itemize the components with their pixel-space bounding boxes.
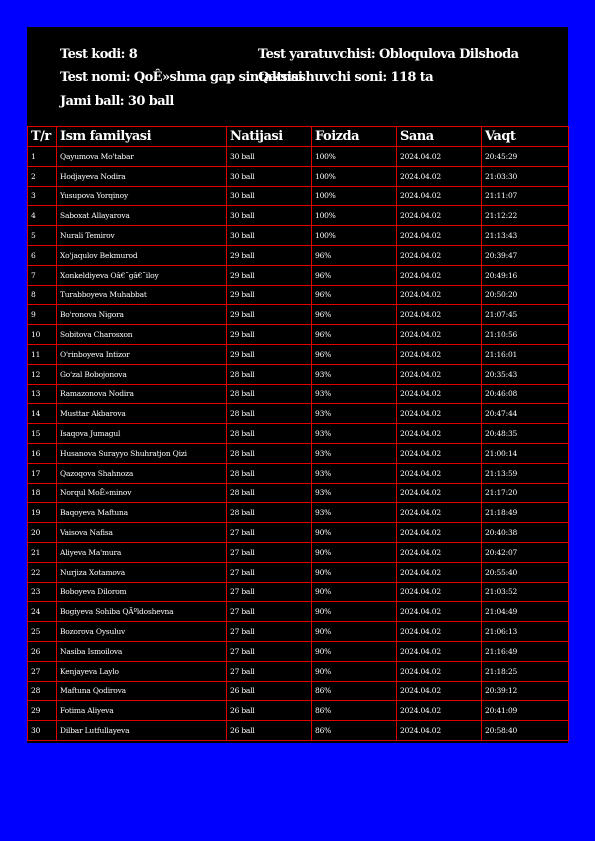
- row-number: 5: [28, 226, 57, 246]
- time: 20:47:44: [482, 404, 569, 424]
- column-header-date: Sana: [397, 127, 482, 147]
- date: 2024.04.02: [397, 582, 482, 602]
- row-number: 22: [28, 562, 57, 582]
- row-number: 12: [28, 364, 57, 384]
- score: 27 ball: [227, 622, 312, 642]
- date: 2024.04.02: [397, 463, 482, 483]
- row-number: 30: [28, 721, 57, 741]
- table-row: [28, 701, 569, 721]
- table-row: [28, 542, 569, 562]
- participant-name: Fotima Aliyeva: [57, 701, 227, 721]
- date: 2024.04.02: [397, 641, 482, 661]
- time: 21:12:22: [482, 206, 569, 226]
- date: 2024.04.02: [397, 622, 482, 642]
- table-row: [28, 186, 569, 206]
- table-row: [28, 404, 569, 424]
- percentage: 90%: [312, 562, 397, 582]
- participant-name: Boboyeva Dilorom: [57, 582, 227, 602]
- score: 29 ball: [227, 325, 312, 345]
- percentage: 93%: [312, 503, 397, 523]
- time: 20:45:29: [482, 147, 569, 167]
- time: 21:00:14: [482, 443, 569, 463]
- score: 30 ball: [227, 226, 312, 246]
- time: 21:06:13: [482, 622, 569, 642]
- row-number: 18: [28, 483, 57, 503]
- participant-name: Xo'jaqulov Bekmurod: [57, 245, 227, 265]
- table-row: [28, 206, 569, 226]
- date: 2024.04.02: [397, 661, 482, 681]
- row-number: 24: [28, 602, 57, 622]
- time: 20:35:43: [482, 364, 569, 384]
- time: 20:39:12: [482, 681, 569, 701]
- row-number: 15: [28, 424, 57, 444]
- score: 29 ball: [227, 285, 312, 305]
- date: 2024.04.02: [397, 325, 482, 345]
- table-row: [28, 364, 569, 384]
- table-row: [28, 265, 569, 285]
- date: 2024.04.02: [397, 364, 482, 384]
- percentage: 100%: [312, 206, 397, 226]
- score: 28 ball: [227, 463, 312, 483]
- percentage: 86%: [312, 701, 397, 721]
- table-row: [28, 166, 569, 186]
- date: 2024.04.02: [397, 424, 482, 444]
- percentage: 86%: [312, 721, 397, 741]
- percentage: 90%: [312, 602, 397, 622]
- score: 26 ball: [227, 701, 312, 721]
- row-number: 28: [28, 681, 57, 701]
- time: 21:13:43: [482, 226, 569, 246]
- row-number: 23: [28, 582, 57, 602]
- table-row: [28, 463, 569, 483]
- test-code: Test kodi: 8: [60, 47, 138, 62]
- table-row: [28, 562, 569, 582]
- percentage: 100%: [312, 147, 397, 167]
- row-number: 8: [28, 285, 57, 305]
- table-row: [28, 523, 569, 543]
- table-row: [28, 641, 569, 661]
- row-number: 6: [28, 245, 57, 265]
- row-number: 29: [28, 701, 57, 721]
- time: 20:46:08: [482, 384, 569, 404]
- table-row: [28, 602, 569, 622]
- row-number: 11: [28, 344, 57, 364]
- score: 28 ball: [227, 424, 312, 444]
- date: 2024.04.02: [397, 344, 482, 364]
- test-creator: Test yaratuvchisi: Obloqulova Dilshoda: [258, 47, 519, 62]
- row-number: 1: [28, 147, 57, 167]
- score: 26 ball: [227, 721, 312, 741]
- participant-name: Husanova Surayyo Shuhratjon Qizi: [57, 443, 227, 463]
- table-row: [28, 661, 569, 681]
- time: 21:04:49: [482, 602, 569, 622]
- time: 20:40:38: [482, 523, 569, 543]
- percentage: 90%: [312, 661, 397, 681]
- row-number: 21: [28, 542, 57, 562]
- score: 26 ball: [227, 681, 312, 701]
- score: 28 ball: [227, 364, 312, 384]
- time: 21:03:52: [482, 582, 569, 602]
- table-row: [28, 285, 569, 305]
- date: 2024.04.02: [397, 404, 482, 424]
- time: 20:58:40: [482, 721, 569, 741]
- percentage: 90%: [312, 542, 397, 562]
- time: 21:13:59: [482, 463, 569, 483]
- time: 21:11:07: [482, 186, 569, 206]
- score: 28 ball: [227, 404, 312, 424]
- score: 27 ball: [227, 562, 312, 582]
- time: 21:18:49: [482, 503, 569, 523]
- percentage: 93%: [312, 424, 397, 444]
- time: 21:07:45: [482, 305, 569, 325]
- percentage: 90%: [312, 582, 397, 602]
- participant-name: Aliyeva Ma'mura: [57, 542, 227, 562]
- percentage: 96%: [312, 265, 397, 285]
- percentage: 96%: [312, 344, 397, 364]
- score: 27 ball: [227, 602, 312, 622]
- percentage: 93%: [312, 404, 397, 424]
- score: 28 ball: [227, 384, 312, 404]
- row-number: 9: [28, 305, 57, 325]
- date: 2024.04.02: [397, 166, 482, 186]
- table-row: [28, 483, 569, 503]
- table-row: [28, 622, 569, 642]
- participant-name: Baqoyeva Maftuna: [57, 503, 227, 523]
- participant-name: Vaisova Nafisa: [57, 523, 227, 543]
- time: 21:16:01: [482, 344, 569, 364]
- table-row: [28, 681, 569, 701]
- row-number: 16: [28, 443, 57, 463]
- percentage: 100%: [312, 186, 397, 206]
- table-row: [28, 582, 569, 602]
- participant-name: Ramazonova Nodira: [57, 384, 227, 404]
- participant-name: Isaqova Jumagul: [57, 424, 227, 444]
- date: 2024.04.02: [397, 206, 482, 226]
- column-header-name: Ism familyasi: [57, 127, 227, 147]
- row-number: 2: [28, 166, 57, 186]
- table-row: [28, 325, 569, 345]
- row-number: 10: [28, 325, 57, 345]
- date: 2024.04.02: [397, 443, 482, 463]
- date: 2024.04.02: [397, 523, 482, 543]
- row-number: 20: [28, 523, 57, 543]
- percentage: 90%: [312, 622, 397, 642]
- time: 21:17:20: [482, 483, 569, 503]
- participant-name: Nasiba Ismoilova: [57, 641, 227, 661]
- time: 20:49:16: [482, 265, 569, 285]
- table-row: [28, 245, 569, 265]
- test-name: Test nomi: QoÊ»shma gap sintaksisi: [60, 70, 303, 85]
- score: 29 ball: [227, 245, 312, 265]
- score: 27 ball: [227, 542, 312, 562]
- table-row: [28, 226, 569, 246]
- participant-name: Bo'ronova Nigora: [57, 305, 227, 325]
- percentage: 93%: [312, 463, 397, 483]
- results-table: [27, 126, 569, 741]
- date: 2024.04.02: [397, 721, 482, 741]
- row-number: 3: [28, 186, 57, 206]
- participant-name: Norqul MoÊ»minov: [57, 483, 227, 503]
- table-row: [28, 344, 569, 364]
- time: 21:10:56: [482, 325, 569, 345]
- score: 30 ball: [227, 186, 312, 206]
- participant-name: Sobitova Charosxon: [57, 325, 227, 345]
- participant-name: Turabboyeva Muhabbat: [57, 285, 227, 305]
- score: 30 ball: [227, 147, 312, 167]
- date: 2024.04.02: [397, 483, 482, 503]
- table-row: [28, 443, 569, 463]
- percentage: 93%: [312, 364, 397, 384]
- score: 29 ball: [227, 344, 312, 364]
- time: 21:16:49: [482, 641, 569, 661]
- row-number: 17: [28, 463, 57, 483]
- date: 2024.04.02: [397, 602, 482, 622]
- column-header-time: Vaqt: [482, 127, 569, 147]
- score: 27 ball: [227, 523, 312, 543]
- participant-name: Xonkeldiyeva Oâ€˜gâ€˜iloy: [57, 265, 227, 285]
- score: 28 ball: [227, 503, 312, 523]
- participant-name: Nurjiza Xotamova: [57, 562, 227, 582]
- score: 29 ball: [227, 305, 312, 325]
- participant-count: Qatnashuvchi soni: 118 ta: [258, 70, 434, 85]
- results-sheet: [27, 27, 568, 743]
- date: 2024.04.02: [397, 542, 482, 562]
- date: 2024.04.02: [397, 245, 482, 265]
- row-number: 19: [28, 503, 57, 523]
- row-number: 25: [28, 622, 57, 642]
- score: 29 ball: [227, 265, 312, 285]
- table-row: [28, 424, 569, 444]
- participant-name: Qazoqova Shahnoza: [57, 463, 227, 483]
- date: 2024.04.02: [397, 147, 482, 167]
- table-row: [28, 384, 569, 404]
- participant-name: Bogiyeva Sohiba QÃºldoshevna: [57, 602, 227, 622]
- row-number: 13: [28, 384, 57, 404]
- date: 2024.04.02: [397, 384, 482, 404]
- percentage: 90%: [312, 523, 397, 543]
- percentage: 86%: [312, 681, 397, 701]
- participant-name: Saboxat Allayarova: [57, 206, 227, 226]
- date: 2024.04.02: [397, 503, 482, 523]
- participant-name: Kenjayeva Laylo: [57, 661, 227, 681]
- percentage: 100%: [312, 226, 397, 246]
- percentage: 93%: [312, 384, 397, 404]
- date: 2024.04.02: [397, 226, 482, 246]
- date: 2024.04.02: [397, 265, 482, 285]
- percentage: 96%: [312, 245, 397, 265]
- time: 21:18:25: [482, 661, 569, 681]
- percentage: 90%: [312, 641, 397, 661]
- row-number: 7: [28, 265, 57, 285]
- participant-name: Nurali Temirov: [57, 226, 227, 246]
- column-header-percent: Foizda: [312, 127, 397, 147]
- row-number: 26: [28, 641, 57, 661]
- table-row: [28, 305, 569, 325]
- time: 20:48:35: [482, 424, 569, 444]
- row-number: 27: [28, 661, 57, 681]
- score: 27 ball: [227, 661, 312, 681]
- date: 2024.04.02: [397, 562, 482, 582]
- participant-name: Go'zal Bobojonova: [57, 364, 227, 384]
- table-row: [28, 147, 569, 167]
- percentage: 100%: [312, 166, 397, 186]
- participant-name: Hodjayeva Nodira: [57, 166, 227, 186]
- date: 2024.04.02: [397, 701, 482, 721]
- score: 27 ball: [227, 641, 312, 661]
- date: 2024.04.02: [397, 305, 482, 325]
- percentage: 96%: [312, 325, 397, 345]
- time: 20:39:47: [482, 245, 569, 265]
- results-table-body: [28, 147, 569, 741]
- table-row: [28, 721, 569, 741]
- percentage: 96%: [312, 305, 397, 325]
- score: 30 ball: [227, 206, 312, 226]
- participant-name: Yusupova Yorqinoy: [57, 186, 227, 206]
- participant-name: Musttar Akbarova: [57, 404, 227, 424]
- time: 20:42:07: [482, 542, 569, 562]
- row-number: 4: [28, 206, 57, 226]
- time: 20:50:20: [482, 285, 569, 305]
- time: 21:03:30: [482, 166, 569, 186]
- score: 27 ball: [227, 582, 312, 602]
- participant-name: Dilbar Lutfullayeva: [57, 721, 227, 741]
- time: 20:41:09: [482, 701, 569, 721]
- date: 2024.04.02: [397, 681, 482, 701]
- column-header-result: Natijasi: [227, 127, 312, 147]
- time: 20:55:40: [482, 562, 569, 582]
- score: 28 ball: [227, 483, 312, 503]
- participant-name: Bozorova Oysuluv: [57, 622, 227, 642]
- score: 28 ball: [227, 443, 312, 463]
- participant-name: O'rinboyeva Intizor: [57, 344, 227, 364]
- table-row: [28, 503, 569, 523]
- percentage: 93%: [312, 483, 397, 503]
- row-number: 14: [28, 404, 57, 424]
- date: 2024.04.02: [397, 186, 482, 206]
- date: 2024.04.02: [397, 285, 482, 305]
- column-header-number: T/r: [28, 127, 57, 147]
- score: 30 ball: [227, 166, 312, 186]
- percentage: 93%: [312, 443, 397, 463]
- total-score: Jami ball: 30 ball: [60, 94, 174, 109]
- percentage: 96%: [312, 285, 397, 305]
- participant-name: Qayumova Mo'tabar: [57, 147, 227, 167]
- participant-name: Maftuna Qodirova: [57, 681, 227, 701]
- table-header-row: [28, 127, 569, 147]
